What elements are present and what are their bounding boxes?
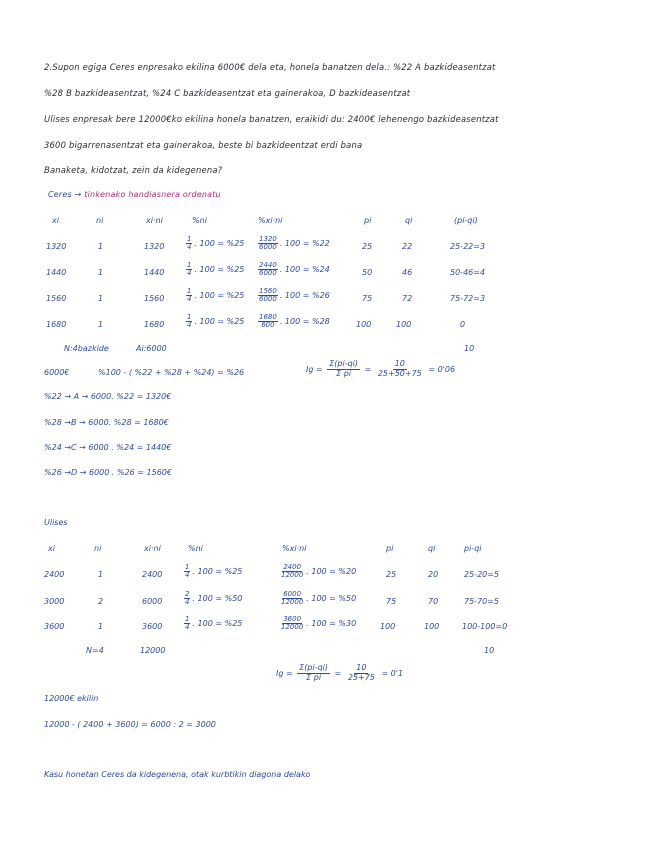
intro-line-3: Ulises enpresak bere 12000€ko ekilina honela banatzen, eraikidi du: 2400€ lehenengo bazkideasentzat (44, 114, 499, 124)
table-cell: $\frac{1320}{6000}$ . 100 = %22 (259, 235, 330, 251)
col-xini: xi·ni (146, 216, 163, 225)
table-cell: $\frac{2}{4}$ . 100 = %50 (185, 590, 243, 606)
table-cell: 75-72=3 (450, 294, 486, 303)
table-cell: 25-20=5 (464, 570, 500, 579)
table-cell: $\frac{1}{4}$ . 100 = %25 (187, 313, 245, 329)
table-cell: 100 (380, 622, 396, 631)
table-cell: 20 (428, 570, 439, 579)
table-cell: 100 (396, 320, 412, 329)
table-cell: 22 (402, 242, 413, 251)
table-cell: 0 (460, 320, 466, 329)
ulises-total-xini: 12000 (140, 646, 166, 655)
ceres-heading-arrow: → (74, 190, 82, 199)
ulises-gini: Ig = $\frac{\Sigma(pi-qi)}{\text{Σ pi}}$ = $\frac{10}{25+75}$ = 0'1 (276, 663, 404, 682)
table-cell: 2400 (44, 570, 65, 579)
col-diff: (pi-qi) (454, 216, 478, 225)
table-cell: 1680 (46, 320, 67, 329)
intro-line-2: %28 B bazkideasentzat, %24 C bazkideasentzat eta gainerakoa, D bazkideasentzat (44, 88, 411, 98)
table-cell: 70 (428, 597, 439, 606)
table-cell: 2 (98, 597, 104, 606)
col-xi: xi (48, 544, 55, 553)
table-cell: 100 (356, 320, 372, 329)
table-cell: 3000 (44, 597, 65, 606)
table-cell: $\frac{1}{4}$ . 100 = %25 (187, 287, 245, 303)
col-pi: pi (364, 216, 372, 225)
table-cell: 1680 (144, 320, 165, 329)
table-cell: 75-70=5 (464, 597, 500, 606)
table-cell: 75 (362, 294, 373, 303)
table-cell: $\frac{1}{4}$ . 100 = %25 (187, 235, 245, 251)
table-cell: 1 (98, 320, 104, 329)
table-cell: 1560 (46, 294, 67, 303)
ulises-heading: Ulises (44, 518, 68, 527)
ceres-calc-remainder: %100 - ( %22 + %28 + %24) = %26 (98, 368, 245, 377)
intro-line-1: 2.Supon egiga Ceres enpresako ekilina 6000€ dela eta, honela banatzen dela.: %22 A bazkideasentzat (44, 62, 496, 72)
ulises-total-ni: N=4 (86, 646, 104, 655)
table-cell: $\frac{1}{4}$ . 100 = %25 (187, 261, 245, 277)
table-cell: $\frac{2400}{12000}$ . 100 = %20 (281, 563, 357, 579)
intro-line-4: 3600 bigarrenasentzat eta gainerakoa, beste bi bazkideentzat erdi bana (44, 140, 363, 150)
table-cell: 1 (98, 570, 104, 579)
ceres-calc-amount: 6000€ (44, 368, 70, 377)
col-pni: %ni (188, 544, 203, 553)
ceres-total-xini: Ai:6000 (136, 344, 167, 353)
ceres-heading-subtitle: tinkenako handiasnera ordenatu (84, 190, 221, 199)
ceres-total-ni: N:4bazkide (64, 344, 109, 353)
ceres-heading (48, 190, 221, 199)
table-cell: 2400 (142, 570, 163, 579)
table-cell: 1 (98, 622, 104, 631)
table-cell: 3600 (142, 622, 163, 631)
ceres-assign-d: %26 →D → 6000 . %26 = 1560€ (44, 468, 172, 477)
ceres-assign-a: %22 → A → 6000. %22 = 1320€ (44, 392, 172, 401)
col-qi: qi (405, 216, 413, 225)
table-cell: 100-100=0 (462, 622, 508, 631)
ceres-assign-c: %24 →C → 6000 . %24 = 1440€ (44, 443, 172, 452)
table-cell: 25 (362, 242, 373, 251)
col-ni: ni (96, 216, 104, 225)
table-cell: $\frac{1560}{6000}$ . 100 = %26 (259, 287, 330, 303)
table-cell: $\frac{3600}{12000}$ . 100 = %30 (281, 615, 357, 631)
ulises-calc-amount: 12000€ ekilin (44, 694, 99, 703)
col-xi: xi (52, 216, 59, 225)
table-cell: 75 (386, 597, 397, 606)
ceres-assign-b: %28 →B → 6000. %28 = 1680€ (44, 418, 169, 427)
conclusion: Kasu honetan Ceres da kidegenena, otak kurbtikin diagona delako (44, 770, 311, 779)
table-cell: 1320 (144, 242, 165, 251)
table-cell: $\frac{1680}{600}$ . 100 = %28 (259, 313, 330, 329)
table-cell: 1560 (144, 294, 165, 303)
col-pxini: %xi·ni (282, 544, 307, 553)
table-cell: 1320 (46, 242, 67, 251)
col-pxini: %xi·ni (258, 216, 283, 225)
col-xini: xi·ni (144, 544, 161, 553)
col-pni: %ni (192, 216, 207, 225)
col-qi: qi (428, 544, 436, 553)
table-cell: 1 (98, 294, 104, 303)
table-cell: 6000 (142, 597, 163, 606)
table-cell: 25 (386, 570, 397, 579)
table-cell: 100 (424, 622, 440, 631)
table-cell: 72 (402, 294, 413, 303)
table-cell: 1 (98, 268, 104, 277)
table-cell: 1440 (46, 268, 67, 277)
col-pi: pi (386, 544, 394, 553)
table-cell: 1 (98, 242, 104, 251)
col-diff: pi-qi (464, 544, 482, 553)
table-cell: 25-22=3 (450, 242, 486, 251)
ulises-total-diff: 10 (484, 646, 495, 655)
ulises-calc-split: 12000 - ( 2400 + 3600) = 6000 : 2 = 3000 (44, 720, 216, 729)
table-cell: 1440 (144, 268, 165, 277)
ceres-gini: Ig = $\frac{\Sigma(pi-qi)}{\text{Σ pi}}$ = $\frac{10}{25+50+75}$ = 0'06 (306, 359, 456, 378)
col-ni: ni (94, 544, 102, 553)
table-cell: $\frac{6000}{12000}$ . 100 = %50 (281, 590, 357, 606)
table-cell: 50 (362, 268, 373, 277)
table-cell: $\frac{1}{4}$ . 100 = %25 (185, 563, 243, 579)
table-cell: $\frac{2440}{6000}$ . 100 = %24 (259, 261, 330, 277)
ceres-heading-title: Ceres (48, 190, 72, 199)
table-cell: 50-46=4 (450, 268, 486, 277)
intro-line-5: Banaketa, kidotzat, zein da kidegenena? (44, 165, 223, 175)
table-cell: 46 (402, 268, 413, 277)
ceres-total-diff: 10 (464, 344, 475, 353)
table-cell: $\frac{1}{4}$ . 100 = %25 (185, 615, 243, 631)
table-cell: 3600 (44, 622, 65, 631)
